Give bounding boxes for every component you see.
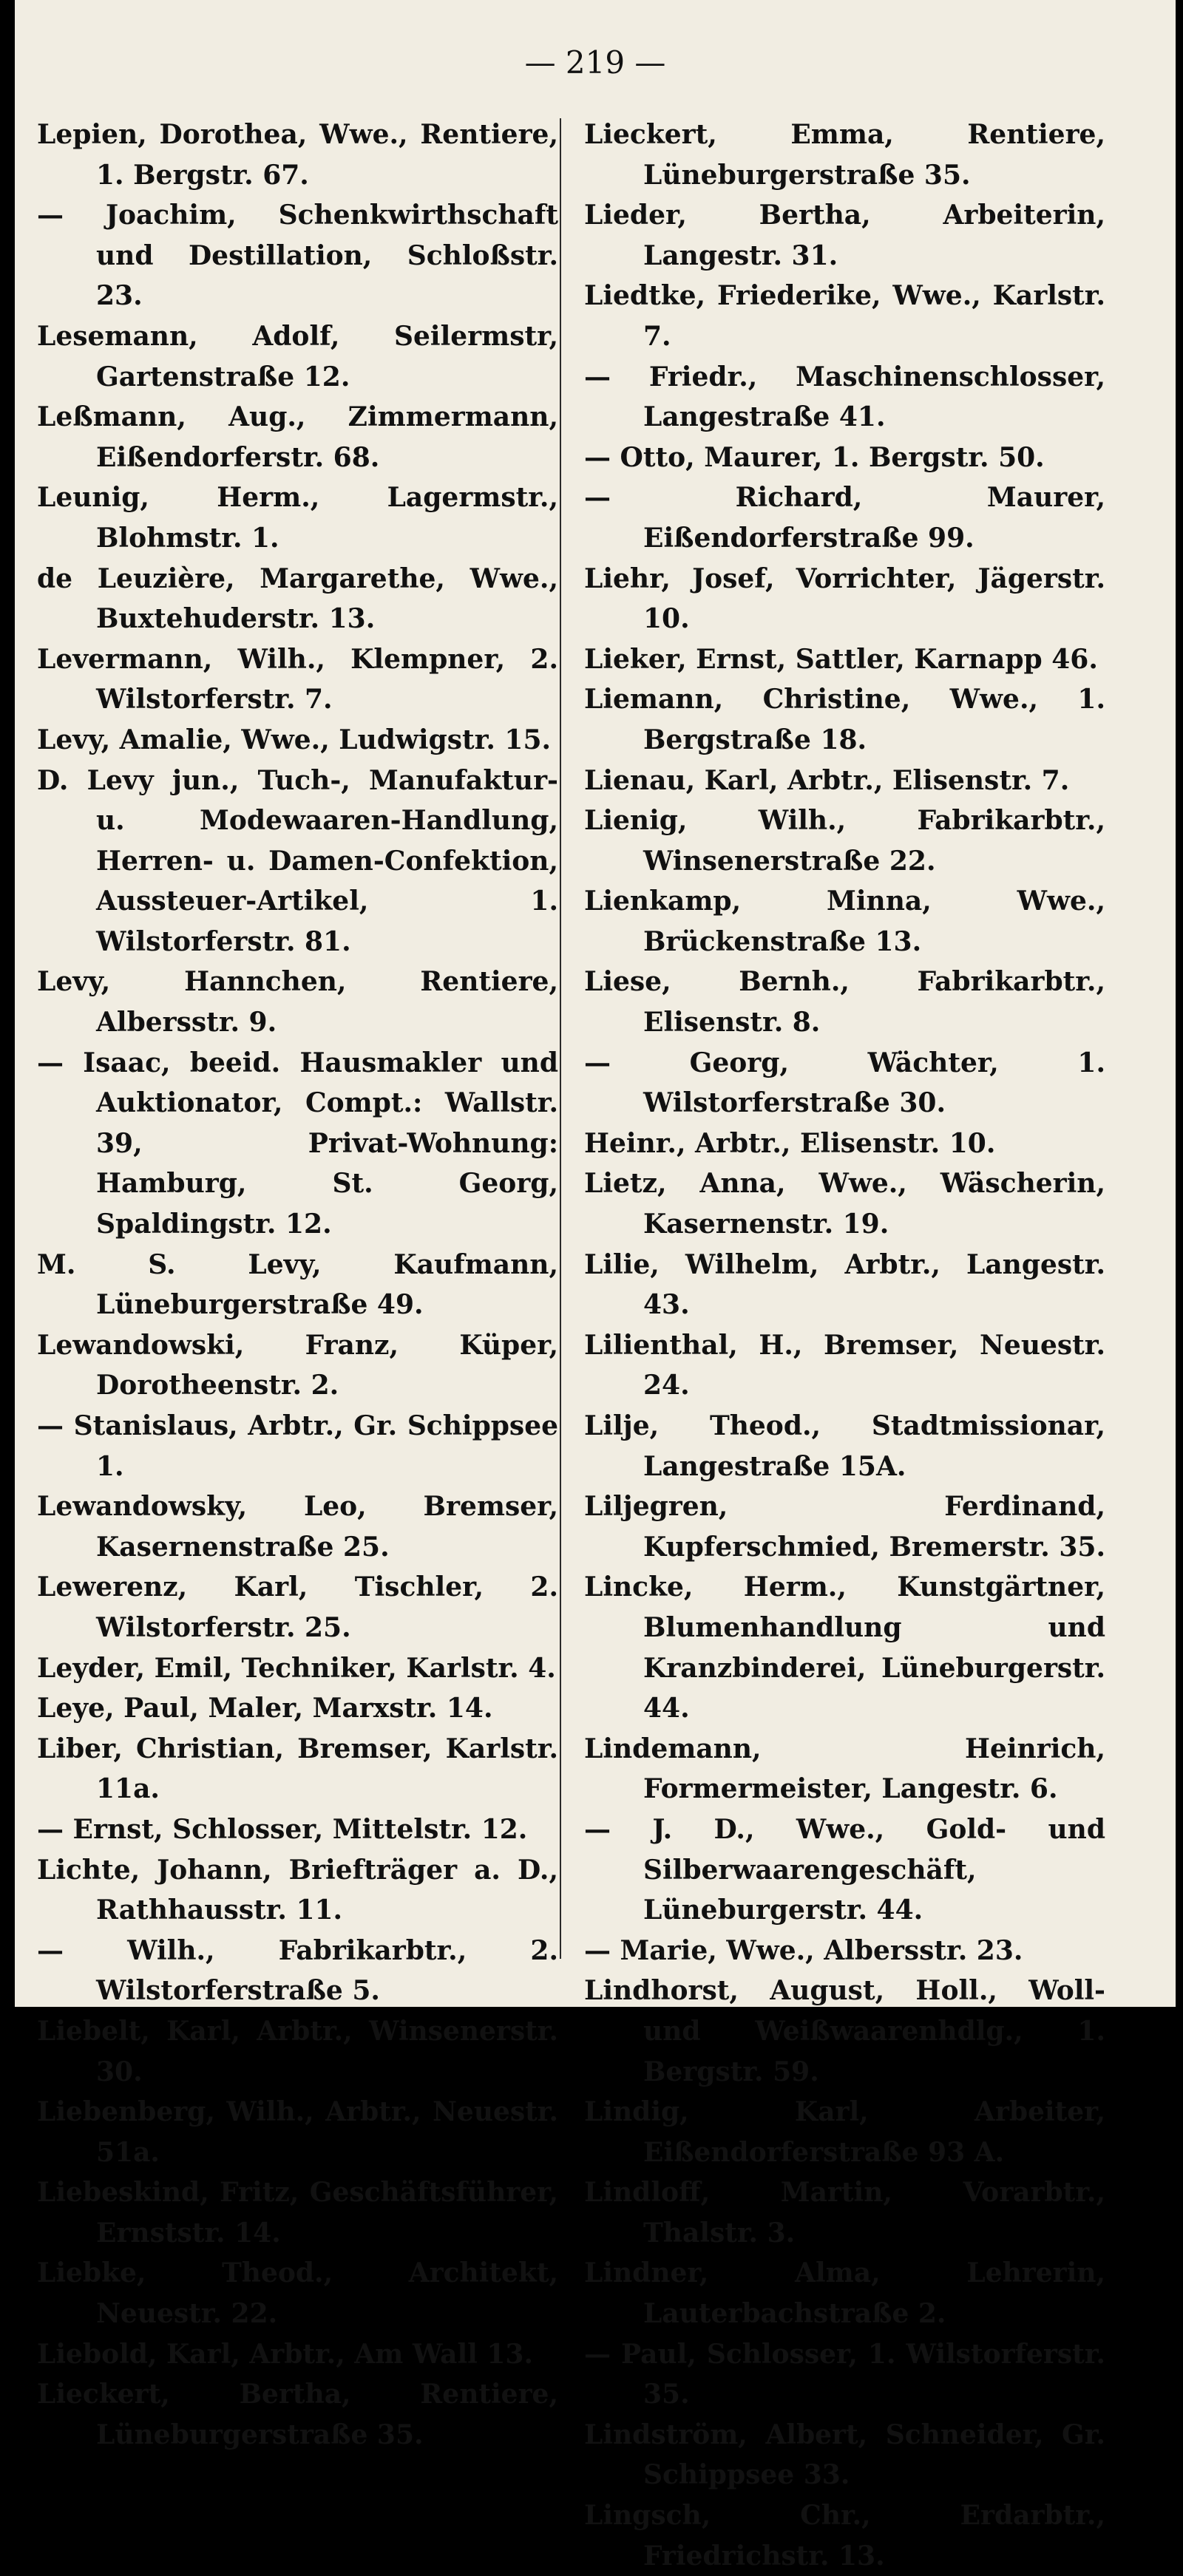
directory-entry: Leßmann, Aug., Zimmermann, Eißendorferstr. 68. [37, 401, 558, 473]
directory-entry: Liebelt, Karl, Arbtr., Winsenerstr. 30. [37, 2015, 558, 2087]
directory-entry: Liebold, Karl, Arbtr., Am Wall 13. [37, 2338, 533, 2370]
directory-entry: — Marie, Wwe., Albersstr. 23. [584, 1934, 1023, 1966]
directory-entry: — Paul, Schlosser, 1. Wilstorferstr. 35. [584, 2338, 1105, 2410]
directory-entry: Leyder, Emil, Techniker, Karlstr. 4. [37, 1652, 556, 1684]
directory-entry: — Georg, Wächter, 1. Wilstorferstraße 30. [584, 1047, 1105, 1119]
directory-entry: Lichte, Johann, Briefträger a. D., Rathhausstr. 11. [37, 1854, 558, 1926]
page-number: — 219 — [524, 44, 666, 81]
directory-entry: — Joachim, Schenkwirthschaft und Destillation, Schloßstr. 23. [37, 200, 558, 312]
directory-entry: Leunig, Herm., Lagermstr., Blohmstr. 1. [37, 482, 558, 554]
directory-entry: Lietz, Anna, Wwe., Wäscherin, Kasernenstr. 19. [584, 1168, 1105, 1240]
directory-entry: Lewandowsky, Leo, Bremser, Kasernenstraße 25. [37, 1491, 558, 1563]
directory-entry: D. Levy jun., Tuch-, Manufaktur- u. Modewaaren-Handlung, Herren- u. Damen-Confektion, Aussteuer-Artikel, 1. Wilstorferstr. 81. [37, 764, 558, 957]
directory-entry: Lepien, Dorothea, Wwe., Rentiere, 1. Bergstr. 67. [37, 119, 558, 191]
directory-entry: — Wilh., Fabrikarbtr., 2. Wilstorferstraße 5. [37, 1934, 558, 2007]
directory-entry: Lieder, Bertha, Arbeiterin, Langestr. 31. [584, 200, 1105, 271]
directory-entry: Leye, Paul, Maler, Marxstr. 14. [37, 1693, 493, 1724]
directory-entry: Lilienthal, H., Bremser, Neuestr. 24. [584, 1329, 1105, 1401]
directory-entry: Liese, Bernh., Fabrikarbtr., Elisenstr. 8. [584, 966, 1105, 1039]
directory-entry: Lindig, Karl, Arbeiter, Eißendorferstraße 93 A. [584, 2096, 1105, 2168]
column-divider [560, 118, 561, 1959]
directory-entry: Lincke, Herm., Kunstgärtner, Blumenhandlung und Kranzbinderei, Lüneburgerstr. 44. [584, 1571, 1105, 1724]
directory-entry: Liehr, Josef, Vorrichter, Jägerstr. 10. [584, 563, 1105, 635]
directory-entry: Lienig, Wilh., Fabrikarbtr., Winsenerstraße 22. [584, 805, 1105, 877]
directory-entry: Lieckert, Emma, Rentiere, Lüneburgerstraße 35. [584, 119, 1105, 191]
directory-entry: Lindström, Albert, Schneider, Gr. Schippsee 33. [584, 2419, 1105, 2491]
directory-entry: Liebeskind, Fritz, Geschäftsführer, Ernststr. 14. [37, 2177, 558, 2249]
directory-entry: M. S. Levy, Kaufmann, Lüneburgerstraße 49. [37, 1248, 558, 1321]
directory-entry: Lewerenz, Karl, Tischler, 2. Wilstorferstr. 25. [37, 1571, 558, 1643]
directory-entry: Lilie, Wilhelm, Arbtr., Langestr. 43. [584, 1248, 1105, 1321]
directory-entry: Lindemann, Heinrich, Formermeister, Langestr. 6. [584, 1733, 1105, 1805]
directory-entry: — Richard, Maurer, Eißendorferstraße 99. [584, 482, 1105, 554]
directory-entry: Lieker, Ernst, Sattler, Karnapp 46. [584, 643, 1098, 675]
directory-entry: Lilje, Theod., Stadtmissionar, Langestraße 15A. [584, 1410, 1105, 1482]
directory-entry: Levy, Hannchen, Rentiere, Albersstr. 9. [37, 966, 558, 1039]
directory-entry: — Stanislaus, Arbtr., Gr. Schippsee 1. [37, 1410, 558, 1482]
directory-entry: Levy, Amalie, Wwe., Ludwigstr. 15. [37, 724, 552, 755]
directory-entry: Lieckert, Bertha, Rentiere, Lüneburgerstraße 35. [37, 2379, 558, 2450]
directory-entry: Liebke, Theod., Architekt, Neuestr. 22. [37, 2257, 558, 2330]
directory-entry: Lienau, Karl, Arbtr., Elisenstr. 7. [584, 764, 1070, 796]
directory-entry: — Friedr., Maschinenschlosser, Langestraße 41. [584, 361, 1105, 433]
directory-entry: — Ernst, Schlosser, Mittelstr. 12. [37, 1813, 528, 1845]
directory-entry: Liber, Christian, Bremser, Karlstr. 11a. [37, 1733, 558, 1805]
directory-entry: Liljegren, Ferdinand, Kupferschmied, Bremerstr. 35. [584, 1491, 1105, 1563]
directory-entry: — J. D., Wwe., Gold- und Silberwaarengeschäft, Lüneburgerstr. 44. [584, 1813, 1105, 1926]
directory-entry: Levermann, Wilh., Klempner, 2. Wilstorferstr. 7. [37, 643, 558, 716]
directory-entry: Heinr., Arbtr., Elisenstr. 10. [584, 1127, 996, 1159]
directory-page [15, 0, 1176, 2572]
directory-entry: Liedtke, Friederike, Wwe., Karlstr. 7. [584, 280, 1105, 352]
directory-entry: Liebenberg, Wilh., Arbtr., Neuestr. 51a. [37, 2096, 558, 2168]
left-column [37, 115, 558, 2455]
right-column [584, 115, 1105, 2576]
directory-entry: de Leuzière, Margarethe, Wwe., Buxtehuderstr. 13. [37, 563, 558, 635]
directory-entry: Lindloff, Martin, Vorarbtr., Thalstr. 3. [584, 2177, 1105, 2249]
directory-entry: Liemann, Christine, Wwe., 1. Bergstraße 18. [584, 684, 1105, 755]
directory-entry: Lesemann, Adolf, Seilermstr, Gartenstraße 12. [37, 320, 558, 392]
directory-entry: Lienkamp, Minna, Wwe., Brückenstraße 13. [584, 886, 1105, 957]
directory-entry: Lindhorst, August, Holl., Woll- und Weißwaarenhdlg., 1. Bergstr. 59. [584, 1975, 1105, 2087]
directory-entry: Lindner, Alma, Lehrerin, Lauterbachstraße 2. [584, 2257, 1105, 2330]
directory-entry: Lingsch, Chr., Erdarbtr., Friedrichstr. 13. [584, 2500, 1105, 2572]
directory-entry: — Otto, Maurer, 1. Bergstr. 50. [584, 441, 1045, 473]
directory-entry: — Isaac, beeid. Hausmakler und Auktionator, Compt.: Wallstr. 39, Privat-Wohnung: Hamburg, St. Georg, Spaldingstr. 12. [37, 1047, 558, 1240]
directory-entry: Lewandowski, Franz, Küper, Dorotheenstr. 2. [37, 1329, 558, 1401]
